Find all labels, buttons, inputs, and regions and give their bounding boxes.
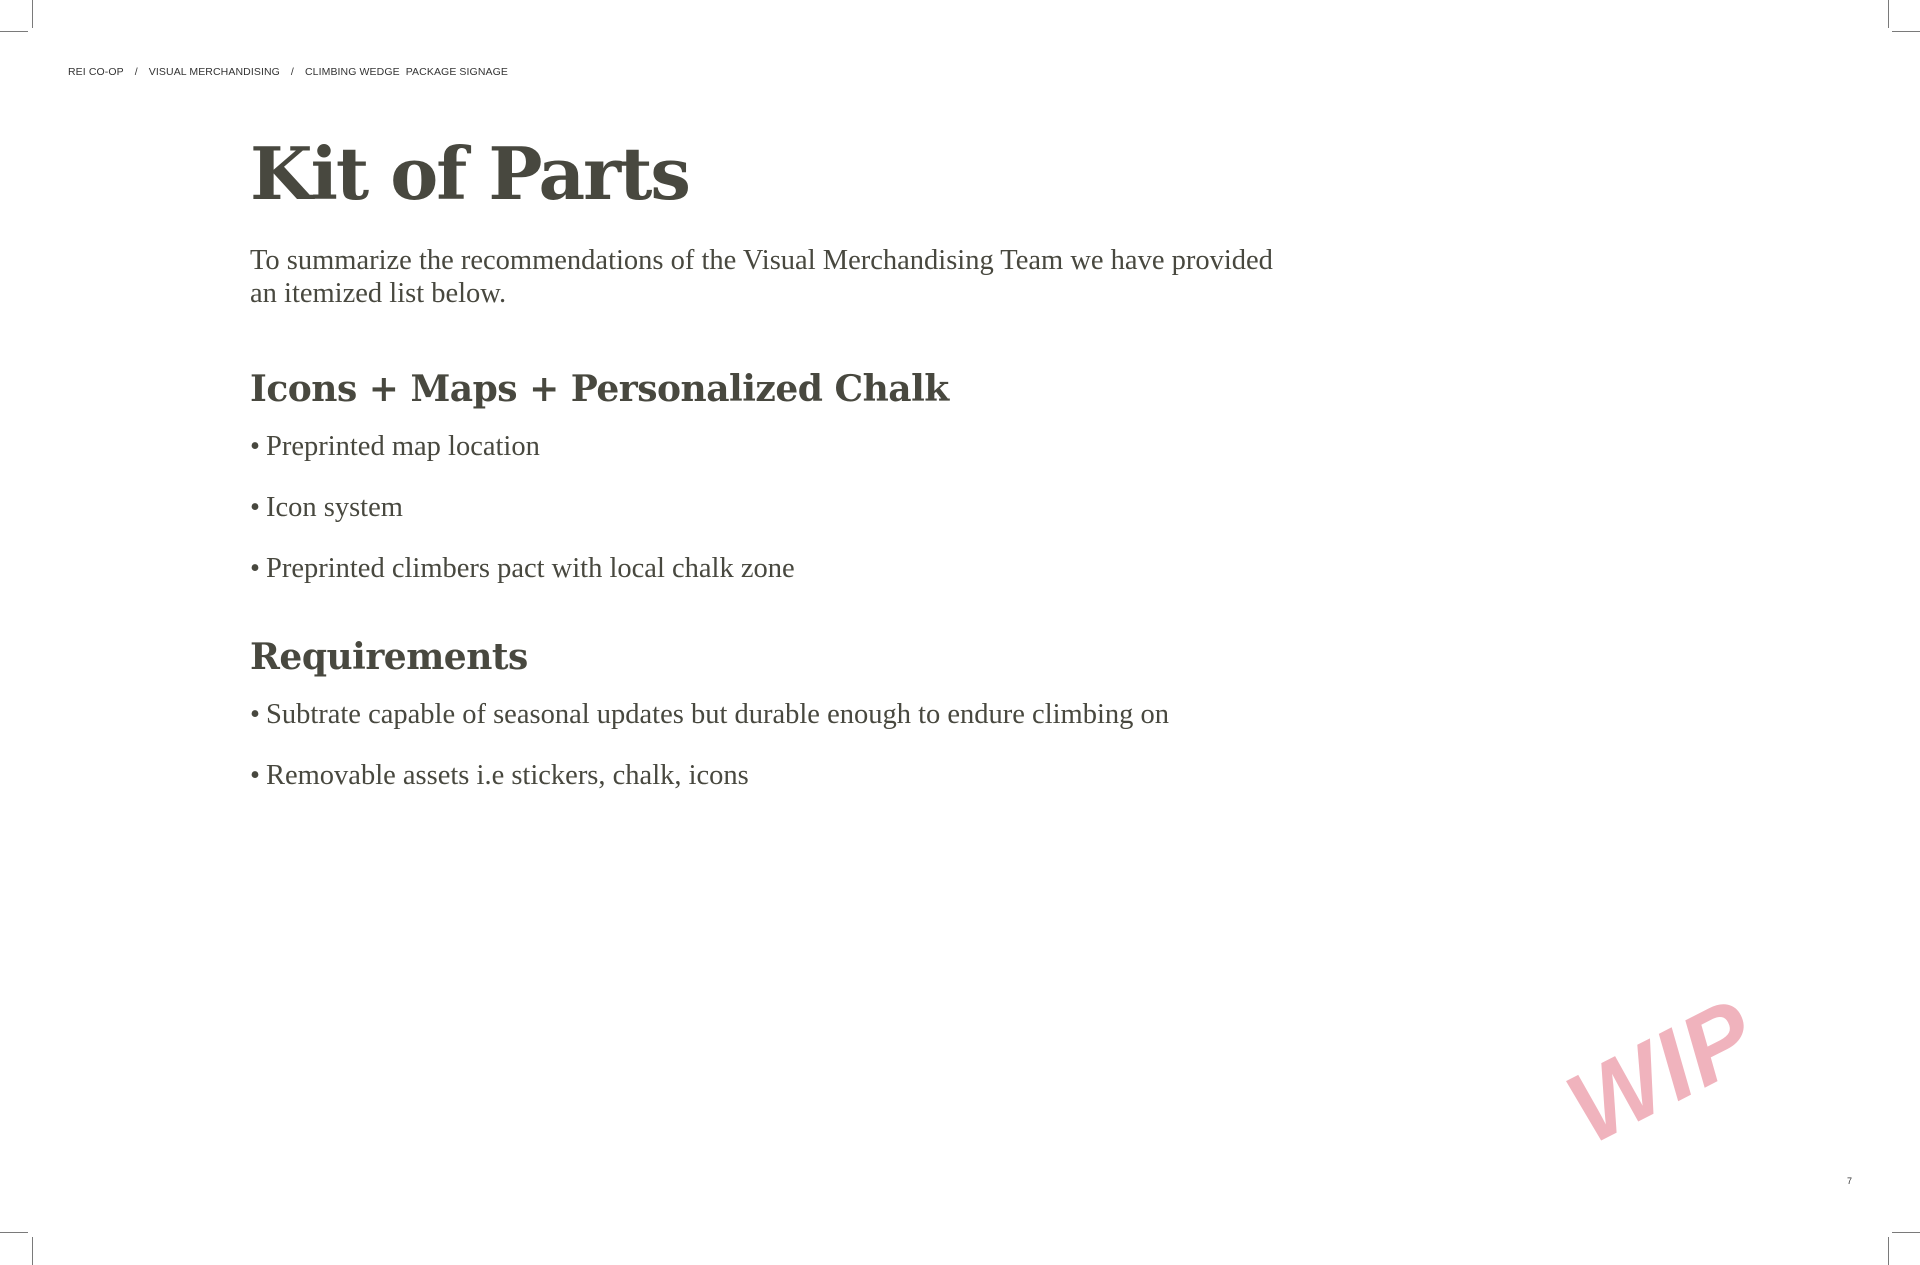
crop-mark-bottom-right-v: [1888, 1237, 1889, 1265]
crop-mark-top-right-v: [1888, 0, 1889, 28]
bullet-icon: •: [250, 699, 260, 730]
bullet-icon: •: [250, 553, 260, 584]
crop-mark-top-right-h: [1892, 31, 1920, 32]
intro-paragraph: To summarize the recommendations of the Visual Merchandising Team we have provided an itemized list below.: [250, 245, 1273, 309]
bullet-icon: •: [250, 431, 260, 462]
list-item-text: Icon system: [265, 492, 403, 523]
breadcrumb-item-climbing-wedge: CLIMBING WEDGE PACKAGE SIGNAGE: [304, 66, 508, 78]
wip-stamp: WIP: [1549, 977, 1775, 1166]
list-item-text: Removable assets i.e stickers, chalk, icons: [265, 760, 749, 791]
crop-mark-top-left-h: [0, 31, 28, 32]
crop-mark-top-left-v: [32, 0, 33, 28]
crop-mark-bottom-left-v: [32, 1237, 33, 1265]
crop-mark-bottom-right-h: [1892, 1232, 1920, 1233]
breadcrumb: [68, 66, 508, 78]
bullet-list-icons-maps-chalk: [250, 430, 1350, 586]
list-item-text: Subtrate capable of seasonal updates but durable enough to endure climbing on: [265, 699, 1170, 730]
breadcrumb-separator: /: [134, 66, 138, 78]
bullet-icon: •: [250, 760, 260, 791]
list-item: [250, 759, 1350, 793]
page-number: 7: [1847, 1176, 1853, 1186]
section-heading-requirements: Requirements: [250, 636, 528, 678]
list-item: [250, 430, 1350, 464]
section-heading-icons-maps-chalk: Icons + Maps + Personalized Chalk: [250, 368, 949, 410]
list-item: [250, 698, 1350, 732]
page-title: Kit of Parts: [250, 131, 689, 216]
main-content: [250, 120, 1350, 793]
crop-mark-bottom-left-h: [0, 1232, 28, 1233]
breadcrumb-item-visual-merchandising: VISUAL MERCHANDISING: [148, 66, 280, 78]
list-item-text: Preprinted climbers pact with local chalk zone: [265, 553, 795, 584]
bullet-list-requirements: [250, 698, 1350, 793]
breadcrumb-item-rei: REI CO-OP: [68, 66, 124, 78]
list-item: [250, 491, 1350, 525]
list-item-text: Preprinted map location: [265, 431, 540, 462]
list-item: [250, 552, 1350, 586]
bullet-icon: •: [250, 492, 260, 523]
breadcrumb-separator: /: [290, 66, 294, 78]
